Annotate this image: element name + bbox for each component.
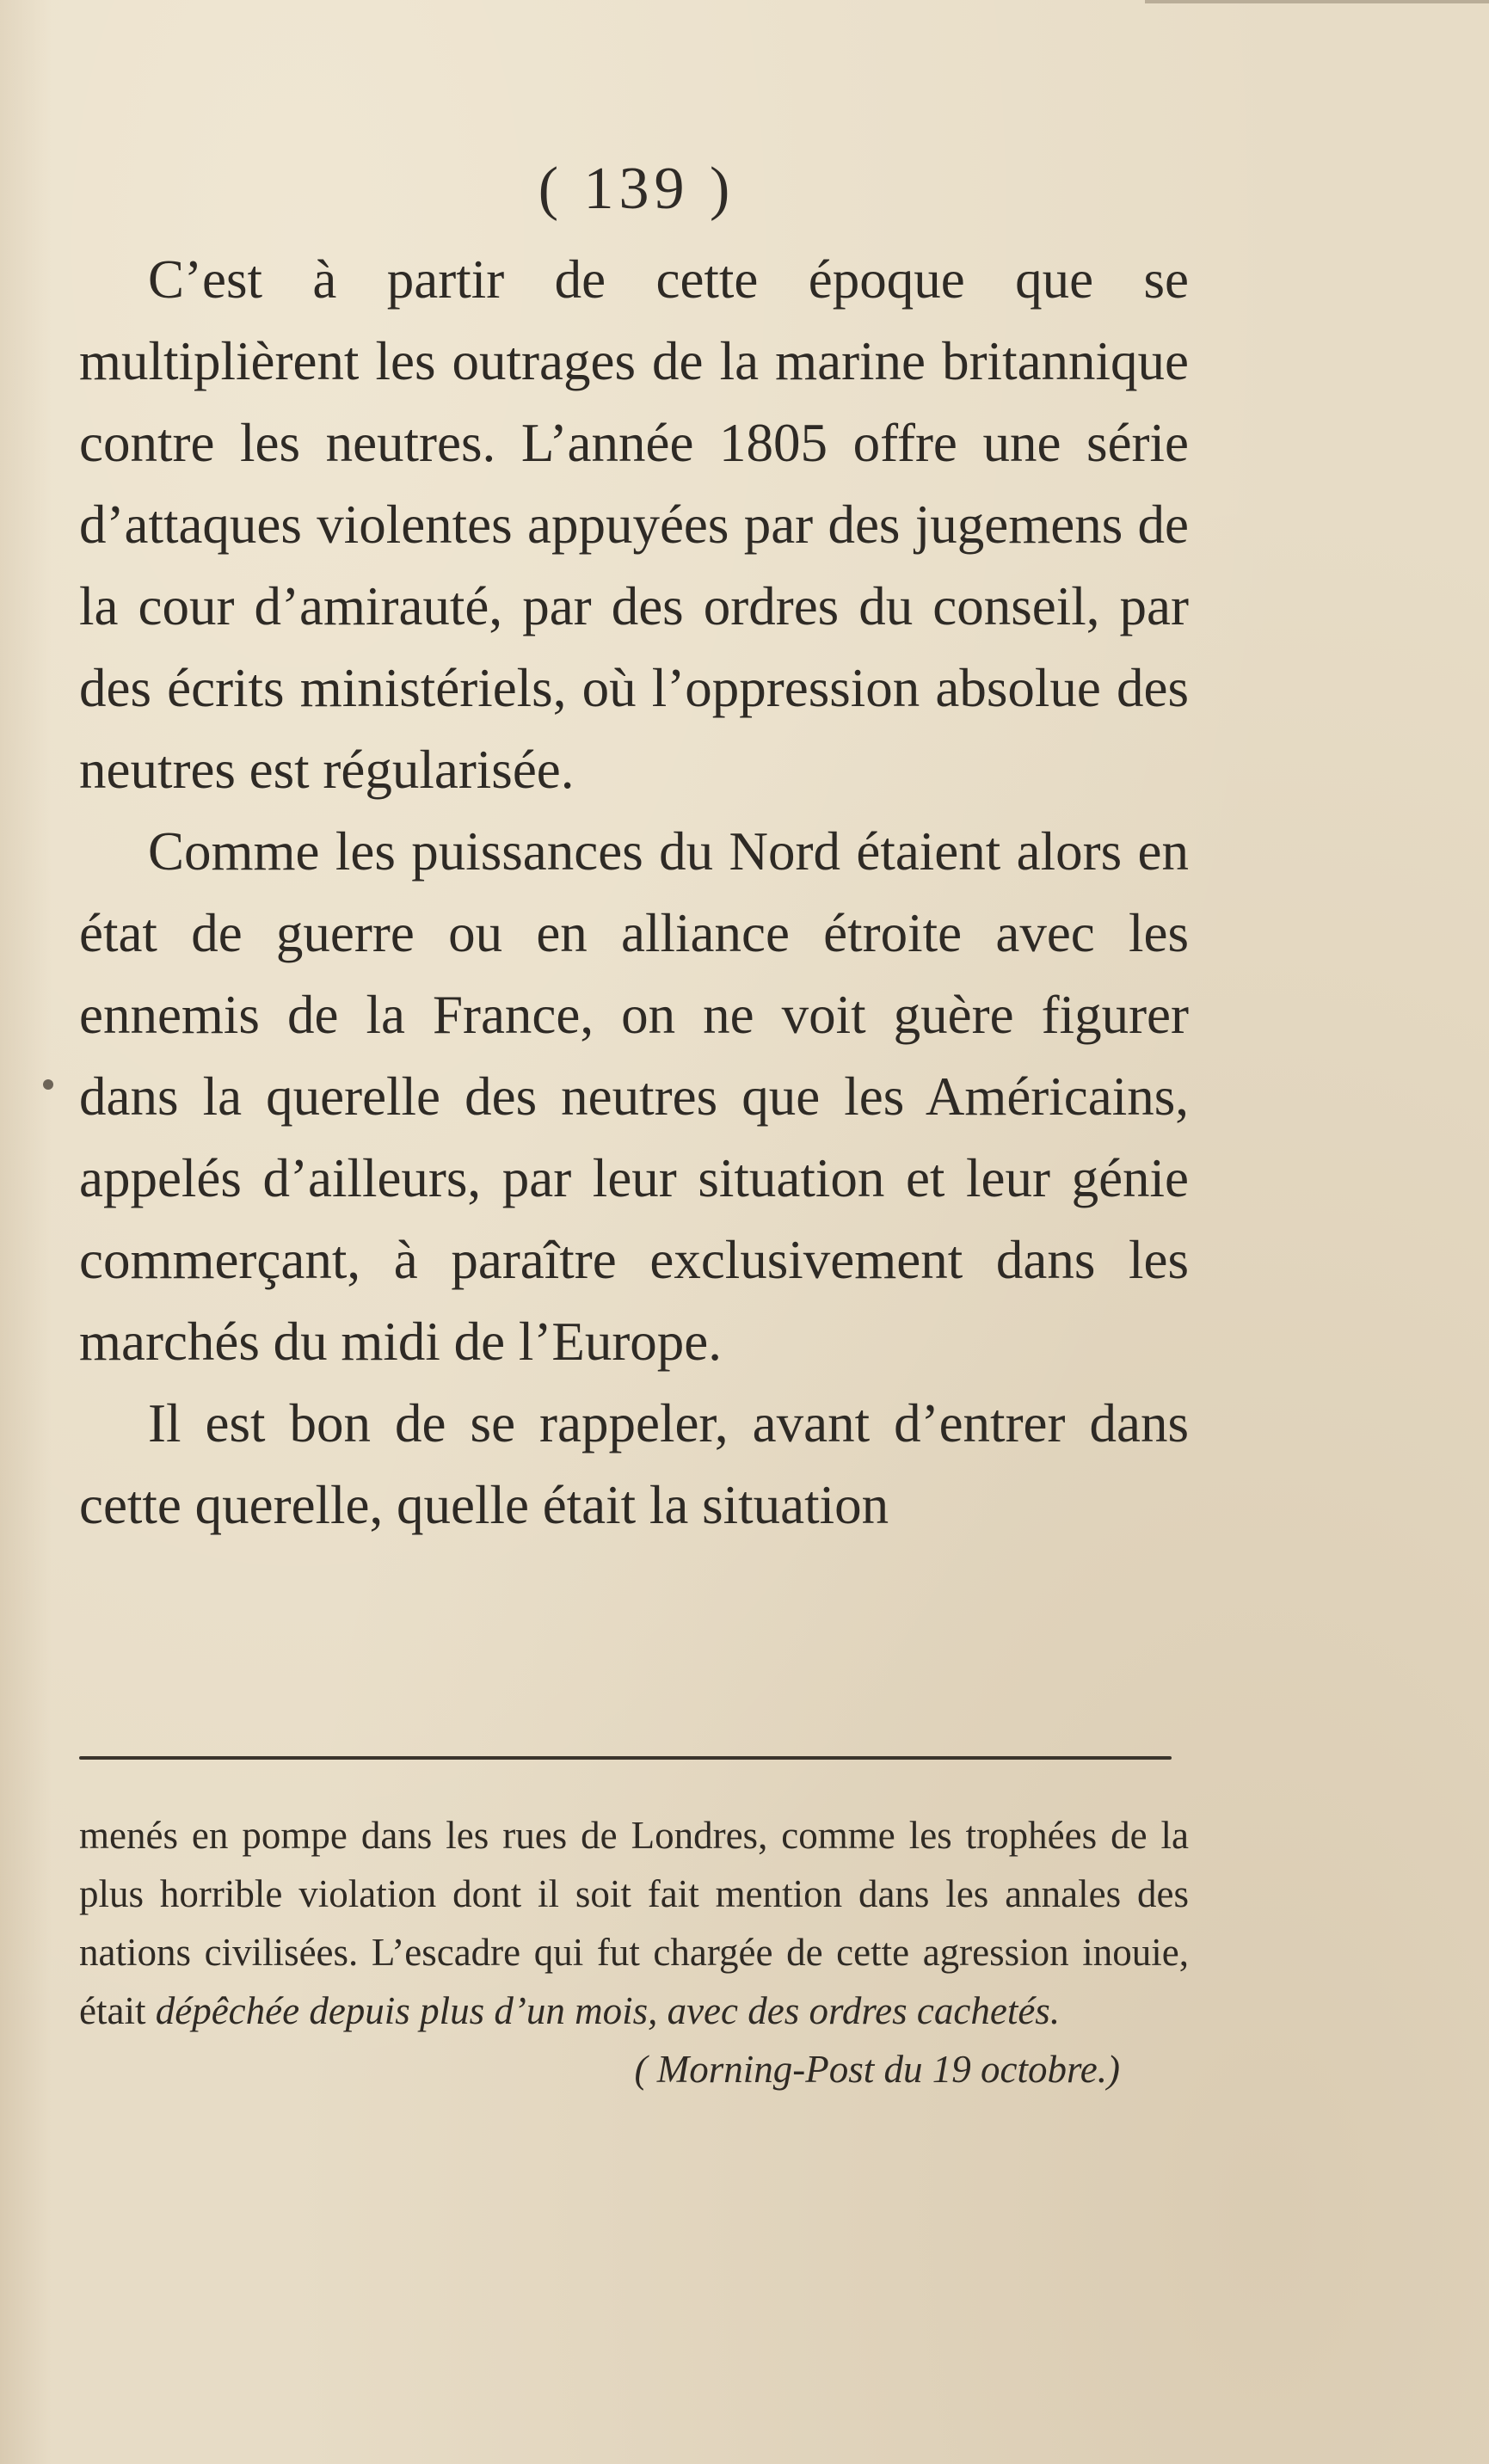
page-edge	[1145, 0, 1489, 3]
main-text	[79, 239, 1189, 1546]
footnote-plain: menés en pompe dans les rues de Londres, comme les trophées de la plus horrible violation dont il soit fait mention dans les annales des nations civilisées. L’escadre qui fut chargée de cette agression inouie, était	[79, 1814, 1189, 2032]
paragraph-1: C’est à partir de cette époque que se multiplièrent les outrages de la marine britannique contre les neutres. L’année 1805 offre une série d’attaques violentes appuyées par des jugemens de la cour d’amirauté, par des ordres du conseil, par des écrits ministériels, où l’oppression absolue des neutres est régularisée.	[79, 249, 1189, 800]
footnote-source: ( Morning-Post du 19 octobre.)	[634, 2048, 1120, 2091]
footnote-rule	[79, 1756, 1172, 1760]
margin-mark	[43, 1079, 53, 1090]
paragraph-3: Il est bon de se rappeler, avant d’entrer dans cette querelle, quelle était la situation	[79, 1393, 1189, 1535]
footnote	[79, 1806, 1189, 2098]
page-number: ( 139 )	[538, 156, 735, 222]
footnote-text	[79, 1806, 1189, 2040]
footnote-italic: dépêchée depuis plus d’un mois, avec des ordres cachetés.	[155, 1989, 1061, 2032]
paragraph-2: Comme les puissances du Nord étaient alors en état de guerre ou en alliance étroite avec les ennemis de la France, on ne voit guère figurer dans la querelle des neutres que les Américains, appelés d’ailleurs, par leur situation et leur génie commerçant, à paraître exclusivement dans les marchés du midi de l’Europe.	[79, 821, 1189, 1372]
